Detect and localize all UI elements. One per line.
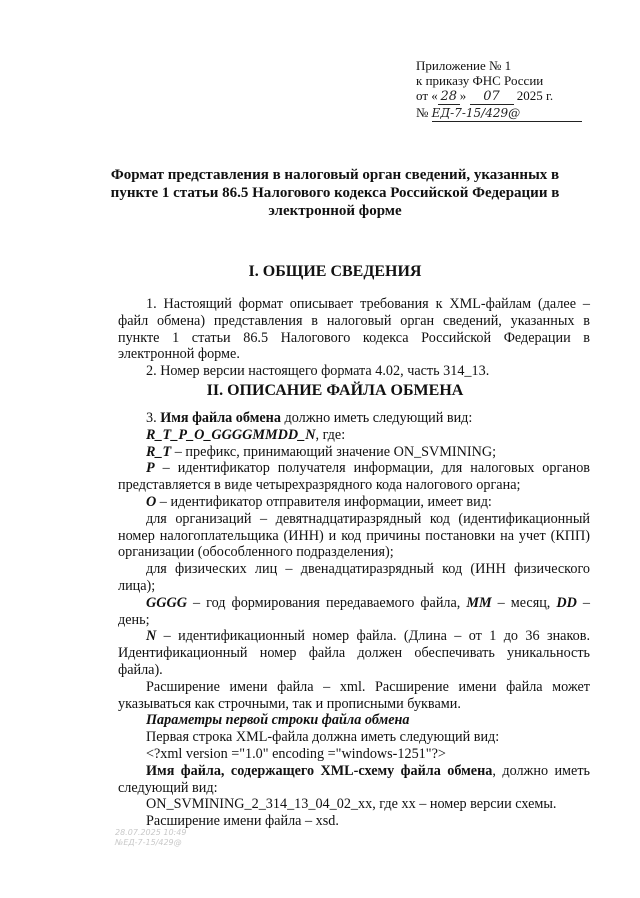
schema-line (118, 763, 590, 797)
appendix-line-2: к приказу ФНС России (416, 73, 544, 88)
n-bold: N (146, 628, 157, 645)
params-heading-text: Параметры первой строки файла обмена (146, 712, 410, 729)
p3-number: 3. (146, 410, 161, 426)
watermark-line-2: №ЕД-7-15/429@ (115, 838, 182, 847)
number-prefix: № (416, 105, 429, 120)
dd-bold: DD (556, 594, 577, 611)
schema-rest: , должно иметь следующий вид: (118, 762, 591, 796)
section-2-body (118, 410, 590, 830)
document-title: Формат представления в налоговый орган сведений, указанных в пункте 1 статьи 86.5 Налогового кодекса Российской Федерации в электронной форме (110, 167, 560, 219)
section-1-heading: I. ОБЩИЕ СВЕДЕНИЯ (248, 263, 422, 280)
pattern-bold: R_T_P_O_GGGGMMDD_N (146, 426, 316, 443)
dd-rest: – день; (118, 594, 591, 628)
p3-rest: должно иметь следующий вид: (280, 410, 473, 426)
paragraph-2: 2. Номер версии настоящего формата 4.02, часть 314_13. (146, 363, 490, 380)
extension-line: Расширение имени файла – xml. Расширение имени файла может указываться как строчными, так и прописными буквами. (118, 678, 590, 712)
p-bold: P (146, 460, 155, 477)
prefix-line (118, 444, 590, 461)
paragraph-1: 1. Настоящий формат описывает требования к XML-файлам (далее – файл обмена) представления в налоговый орган сведений, указанных в пункте 1 статьи 86.5 Налогового кодекса Российской Федерации в электронной форме. (118, 296, 590, 363)
date-day-handwritten: 28 (438, 89, 460, 105)
sender-line (118, 494, 590, 511)
section-1-body (118, 296, 590, 380)
recipient-line (118, 460, 590, 494)
schema-name-line: ON_SVMINING_2_314_13_04_02_xx, где xx – номер версии схемы. (146, 796, 557, 813)
p-rest: – идентификатор получателя информации, для налоговых органов представляется в виде четырехразрядного кода налогового органа; (118, 460, 590, 494)
org-line: для организаций – девятнадцатиразрядный код (идентификационный номер налогоплательщика (ИНН) и код причины постановки на учет (КПП) организации (обособленного подразделения); (118, 510, 590, 561)
rt-rest: – префикс, принимающий значение ON_SVMINING; (171, 443, 497, 460)
date-prefix: от « (416, 88, 438, 103)
appendix-line-1: Приложение № 1 (416, 58, 512, 73)
params-heading (118, 712, 590, 729)
o-rest: – идентификатор отправителя информации, имеет вид: (156, 493, 492, 510)
gggg-bold: GGGG (146, 594, 187, 611)
watermark-line-1: 28.07.2025 10:49 (115, 828, 187, 837)
date-month-handwritten: 07 (470, 89, 514, 105)
mm-bold: MM (466, 594, 492, 611)
watermark-stamp (115, 828, 186, 848)
first-line-desc: Первая строка XML-файла должна иметь следующий вид: (146, 729, 500, 746)
xml-declaration: <?xml version ="1.0" encoding ="windows-1251"?> (146, 745, 446, 762)
schema-bold: Имя файла, содержащего XML-схему файла обмена (146, 762, 493, 779)
n-rest: – идентификационный номер файла. (Длина – от 1 до 36 знаков. Идентификационный номер файла должен обеспечивать уникальность файла). (118, 628, 590, 678)
number-handwritten: ЕД-7-15/429@ (432, 106, 582, 122)
date-year: 2025 г. (516, 88, 554, 103)
schema-ext-line: Расширение имени файла – xsd. (146, 813, 339, 830)
paragraph-3 (118, 410, 590, 427)
rt-bold: R_T (146, 443, 172, 460)
filename-pattern (118, 427, 590, 444)
phys-line: для физических лиц – двенадцатиразрядный код (ИНН физического лица); (118, 561, 590, 594)
gggg-rest: – год формирования передаваемого файла, (186, 594, 467, 611)
appendix-date (416, 88, 582, 105)
o-bold: O (146, 493, 157, 510)
date-parts-line (118, 595, 590, 629)
appendix-block (416, 58, 582, 122)
id-line (118, 628, 590, 678)
mm-rest: – месяц, (491, 594, 557, 611)
p3-bold: Имя файла обмена (160, 410, 281, 426)
section-2-heading: II. ОПИСАНИЕ ФАЙЛА ОБМЕНА (206, 382, 464, 399)
pattern-rest: , где: (315, 426, 346, 443)
appendix-number (416, 105, 582, 122)
date-mid: » (459, 88, 467, 103)
